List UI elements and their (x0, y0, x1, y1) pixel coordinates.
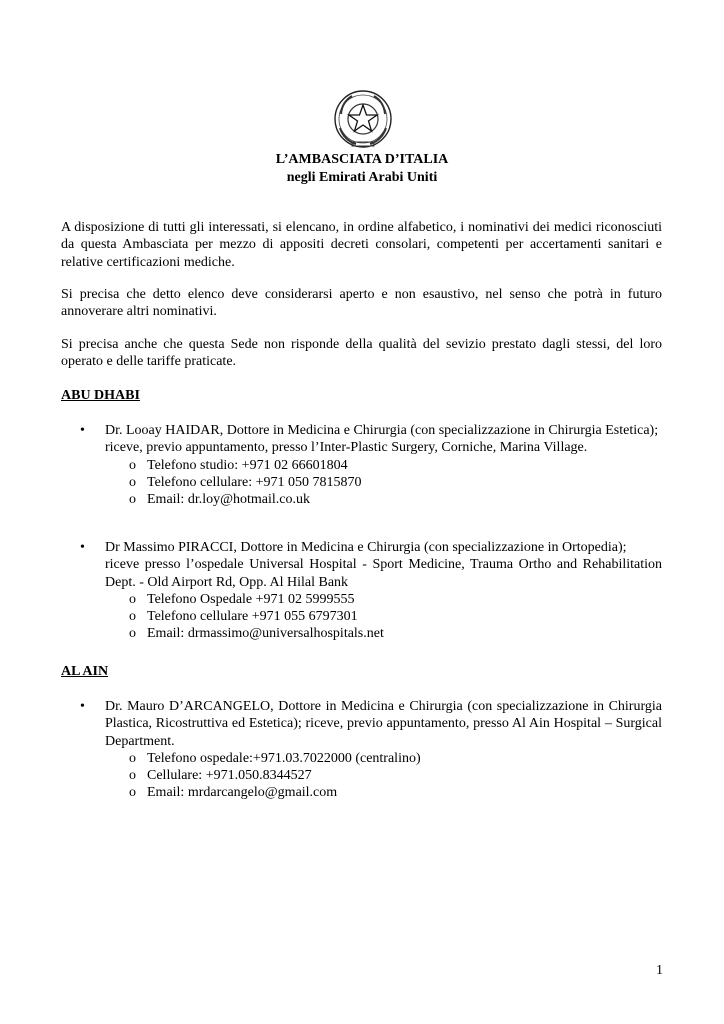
contact-email[interactable]: Email: dr.loy@hotmail.co.uk (147, 492, 310, 508)
contact-item (105, 784, 662, 801)
section-title-al-ain: AL AIN (61, 664, 109, 679)
sub-bullet-icon: o (129, 492, 136, 508)
sub-bullet-icon: o (129, 750, 136, 766)
bullet-icon: • (80, 699, 85, 714)
contact-email[interactable]: Email: drmassimo@universalhospitals.net (147, 626, 384, 642)
contact-phone-hospital: Telefono ospedale:+971.03.7022000 (centralino) (147, 750, 421, 766)
contact-phone-studio: Telefono studio: +971 02 66601804 (147, 457, 348, 473)
sub-bullet-icon: o (129, 626, 136, 642)
intro-paragraph-1: A disposizione di tutti gli interessati, si elencano, in ordine alfabetico, i nominativi dei medici riconosciuti da questa Ambasciata per mezzo di appositi decreti consolari, competenti per accertamenti sanitari e relative certificazioni mediche. (61, 220, 662, 270)
sub-bullet-icon: o (129, 785, 136, 801)
doctor-description: Dr Massimo PIRACCI, Dottore in Medicina e Chirurgia (con specializzazione in Ortopedia); (105, 540, 627, 555)
sub-bullet-icon: o (129, 474, 136, 490)
contact-item (105, 491, 662, 508)
page-number: 1 (656, 963, 663, 978)
embassy-title: L’AMBASCIATA D’ITALIA (275, 152, 449, 167)
doctor-location: riceve, previo appuntamento, presso l’Inter-Plastic Surgery, Corniche, Marina Village. (105, 440, 588, 456)
doctor-description: Dr. Looay HAIDAR, Dottore in Medicina e Chirurgia (con specializzazione in Chirurgia Estetica); (105, 423, 659, 438)
contact-phone-hospital: Telefono Ospedale +971 02 5999555 (147, 591, 355, 607)
contact-email[interactable]: Email: mrdarcangelo@gmail.com (147, 785, 338, 801)
contact-item (105, 474, 662, 491)
contact-item (105, 767, 662, 784)
contact-item (105, 608, 662, 625)
embassy-subtitle: negli Emirati Arabi Uniti (286, 170, 438, 185)
bullet-icon: • (80, 423, 85, 438)
bullet-icon: • (80, 540, 85, 555)
doctor-entry-darcangelo (105, 698, 662, 802)
sub-bullet-icon: o (129, 609, 136, 625)
contact-item (105, 457, 662, 474)
sub-bullet-icon: o (129, 591, 136, 607)
contact-item (105, 591, 662, 608)
sub-bullet-icon: o (129, 457, 136, 473)
contact-phone-mobile: Telefono cellulare +971 055 6797301 (147, 609, 358, 625)
contact-item (105, 625, 662, 642)
contact-phone-mobile: Cellulare: +971.050.8344527 (147, 768, 312, 784)
section-title-abu-dhabi: ABU DHABI (61, 388, 140, 403)
intro-paragraph-2: Si precisa che detto elenco deve considerarsi aperto e non esaustivo, nel senso che potrà in futuro annoverare altri nominativi. (61, 287, 662, 320)
contact-item (105, 750, 662, 767)
intro-paragraph-3: Si precisa anche che questa Sede non risponde della qualità del sevizio prestato dagli stessi, del loro operato e delle tariffe praticate. (61, 337, 662, 370)
doctor-entry-haidar (105, 422, 662, 508)
italian-republic-emblem-icon (332, 88, 394, 150)
doctor-entry-piracci (105, 539, 662, 643)
contact-phone-mobile: Telefono cellulare: +971 050 7815870 (147, 474, 362, 490)
sub-bullet-icon: o (129, 768, 136, 784)
doctor-description: Dr. Mauro D’ARCANGELO, Dottore in Medicina e Chirurgia (con specializzazione in Chirurgia Plastica, Ricostruttiva ed Estetica); riceve, previo appuntamento, presso Al Ain Hospital – Surgical Department. (105, 699, 662, 749)
doctor-location: riceve presso l’ospedale Universal Hospital - Sport Medicine, Trauma Ortho and Rehabilitation Dept. - Old Airport Rd, Opp. Al Hilal Bank (105, 557, 662, 590)
